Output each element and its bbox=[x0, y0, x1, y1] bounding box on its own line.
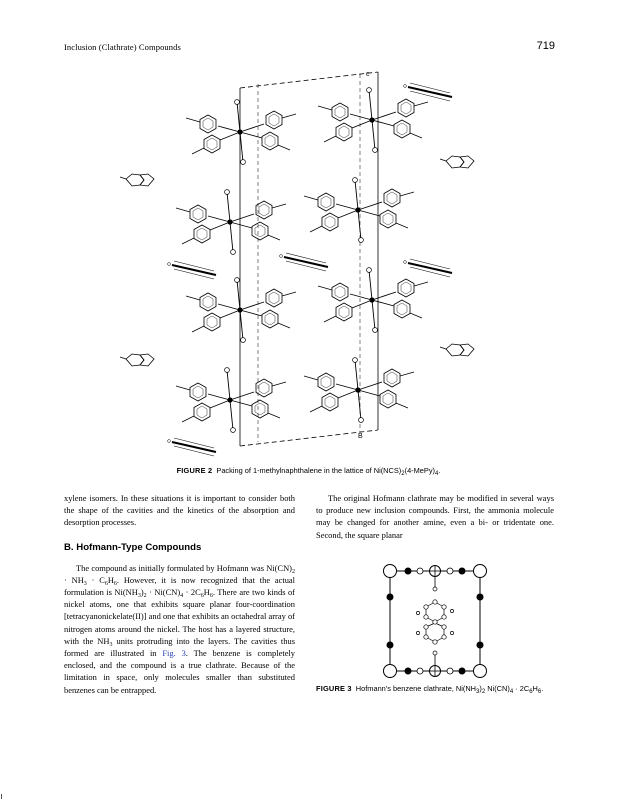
section-heading-hofmann: B. Hofmann-Type Compounds bbox=[64, 541, 202, 553]
text: . The benzene is completely enclosed, and the compound is a true clathrate. Because of the limitation in space, only molecules smaller than substituted benzenes can be entrapped. bbox=[64, 648, 295, 695]
subscript: 6 bbox=[104, 580, 108, 587]
running-head: Inclusion (Clathrate) Compounds bbox=[64, 42, 181, 52]
text: ) bbox=[140, 587, 144, 598]
subscript: 6 bbox=[113, 580, 117, 587]
text: · 2C bbox=[513, 684, 530, 693]
subscript: 3 bbox=[137, 593, 141, 600]
subscript: 3 bbox=[109, 641, 113, 648]
subscript: 4 bbox=[509, 689, 514, 695]
subscript: 6 bbox=[537, 689, 542, 695]
margin-mark bbox=[1, 794, 2, 799]
subscript: 6 bbox=[209, 593, 213, 600]
figure-2-caption-sub-1: 2 bbox=[401, 471, 405, 477]
figure-2-label: FIGURE 2 bbox=[176, 466, 213, 475]
figure-2-caption-text-a: Packing of 1-methylnaphthalene in the lattice of Ni(NCS) bbox=[216, 466, 402, 475]
text: units protruding into the layers. The cavities thus formed are illustrated in bbox=[64, 635, 295, 659]
figure-3-caption bbox=[316, 684, 554, 695]
text: · NH bbox=[64, 574, 84, 585]
text: . bbox=[541, 684, 544, 693]
subscript: 3 bbox=[476, 689, 480, 695]
text: · Ni(CN) bbox=[146, 587, 181, 598]
subscript: 3 bbox=[83, 580, 87, 587]
subscript: 2 bbox=[481, 689, 486, 695]
figure-2-caption-text-c: . bbox=[438, 466, 441, 475]
text: · C bbox=[86, 574, 105, 585]
paragraph-xylene: xylene isomers. In these situations it is important to consider both the shape of the cavities and the kinetics of the absorption and desorption processes. bbox=[64, 493, 295, 528]
text: . However, it is now recognized that the actual formulation is Ni(NH bbox=[64, 574, 296, 598]
text: H bbox=[107, 574, 114, 585]
axis-label-b: B bbox=[358, 433, 363, 440]
figure-3-link[interactable]: Fig. 3 bbox=[162, 648, 186, 659]
subscript: 6 bbox=[200, 593, 204, 600]
figure-3-clathrate-diagram bbox=[376, 563, 494, 680]
page-number: 719 bbox=[536, 40, 555, 52]
subscript: 4 bbox=[180, 593, 184, 600]
figure-2-caption-text-b: (4-MePy) bbox=[404, 466, 435, 475]
subscript: 6 bbox=[529, 689, 533, 695]
subscript: 2 bbox=[292, 568, 295, 575]
text: H bbox=[203, 587, 210, 598]
text: ) bbox=[479, 684, 482, 693]
figure-2-packing-diagram bbox=[110, 62, 510, 458]
text: · 2C bbox=[183, 587, 201, 598]
text: The compound as initially formulated by Hofmann was Ni(CN) bbox=[76, 562, 292, 573]
left-column bbox=[64, 492, 295, 696]
right-column bbox=[316, 492, 554, 541]
text: Ni(CN) bbox=[485, 684, 510, 693]
paragraph-modifications: The original Hofmann clathrate may be modified in several ways to produce new inclusion compounds. First, the ammonia molecule may be changed for another amine, even a bi- or tridentate one. Second, the square planar bbox=[316, 493, 554, 540]
text: H bbox=[532, 684, 538, 693]
subscript: 2 bbox=[143, 593, 147, 600]
axis-label-c: c bbox=[366, 71, 370, 78]
text: Hofmann’s benzene clathrate, Ni(NH bbox=[355, 684, 477, 693]
figure-2-caption-sub-2: 4 bbox=[435, 471, 439, 477]
figure-3-label: FIGURE 3 bbox=[316, 684, 352, 693]
paragraph-hofmann bbox=[64, 562, 295, 696]
text: . There are two kinds of nickel atoms, one that exhibits square planar four-coordination [tetracyanonickelate(II)] and one that exhibits an octahedral array of nitrogen atoms around the nickel. The host has a layered structure, with the NH bbox=[64, 587, 295, 646]
figure-2-caption bbox=[0, 466, 617, 475]
